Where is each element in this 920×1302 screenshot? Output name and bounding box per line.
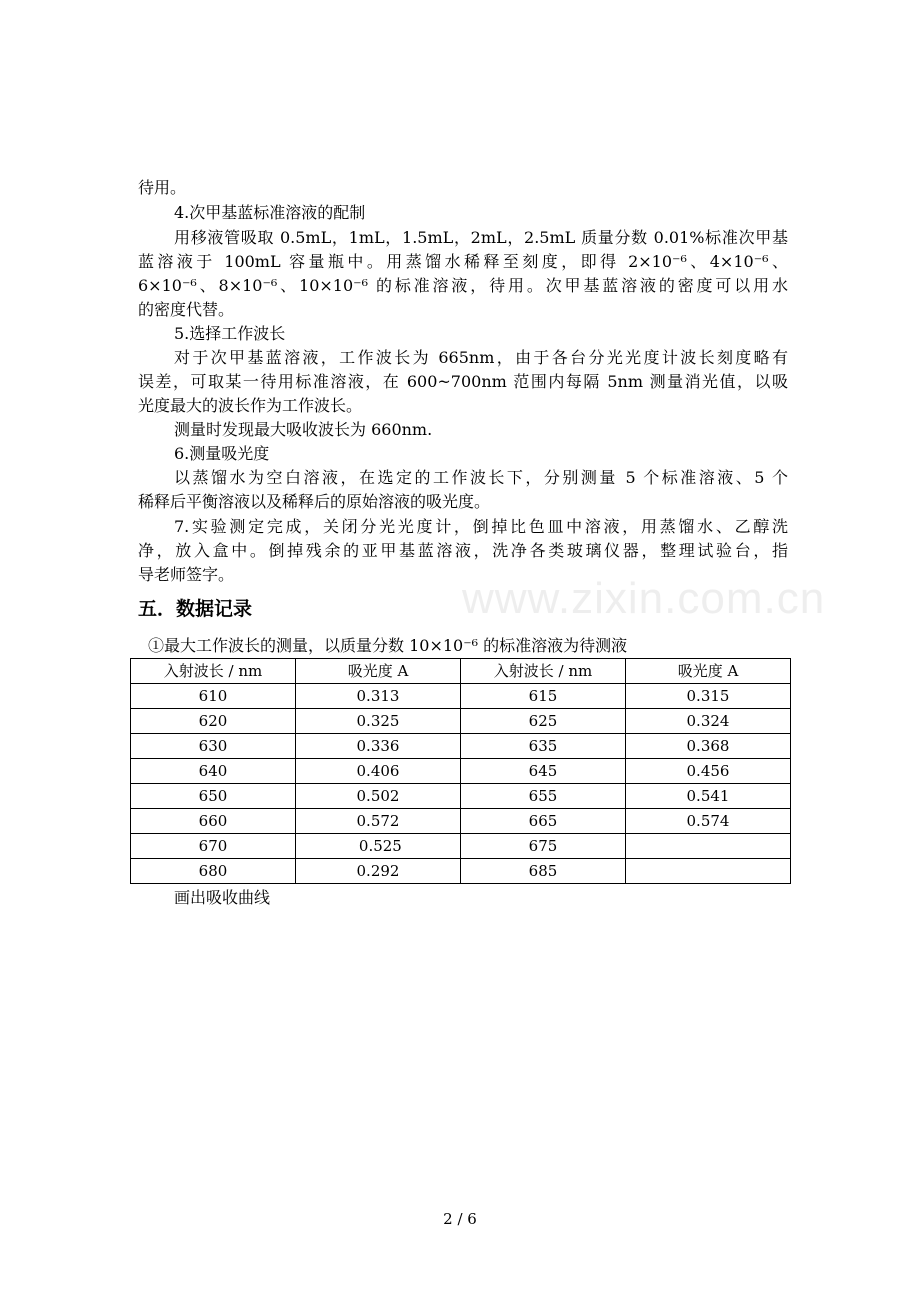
table-cell: 665 [461,809,626,834]
table-cell: 630 [131,734,296,759]
paragraph-line: 用移液管吸取 0.5mL，1mL，1.5mL，2mL，2.5mL 质量分数 0.01%标准次甲基 [174,228,788,247]
column-header: 入射波长 / nm [131,659,296,684]
table-row [131,734,791,759]
paragraph-line: 对于次甲基蓝溶液，工作波长为 665nm，由于各台分光光度计波长刻度略有 [174,348,788,367]
paragraph-line: 净，放入盒中。倒掉残余的亚甲基蓝溶液，洗净各类玻璃仪器，整理试验台，指 [138,541,788,560]
column-header: 吸光度 A [296,659,461,684]
table-header-row [131,659,791,684]
table-cell: 0.313 [296,684,461,709]
step-7-line: 7.实验测定完成，关闭分光光度计，倒掉比色皿中溶液，用蒸馏水、乙醇洗 [174,517,788,536]
paragraph-line: 的密度代替。 [138,300,235,319]
wavelength-absorbance-table [130,658,791,884]
table-cell: 0.324 [626,709,791,734]
paragraph-line: 测量时发现最大吸收波长为 660nm. [174,420,433,439]
table-cell: 0.336 [296,734,461,759]
table-cell: 0.406 [296,759,461,784]
paragraph-line: 6×10⁻⁶、8×10⁻⁶、10×10⁻⁶ 的标准溶液，待用。次甲基蓝溶液的密度可以用水 [138,276,788,295]
table-cell: 685 [461,859,626,884]
step-4-heading: 4.次甲基蓝标准溶液的配制 [174,203,366,222]
table-cell [626,859,791,884]
table-cell: 0.368 [626,734,791,759]
column-header: 入射波长 / nm [461,659,626,684]
table-cell: 620 [131,709,296,734]
paragraph-line: 误差，可取某一待用标准溶液，在 600~700nm 范围内每隔 5nm 测量消光值，以吸 [138,372,788,391]
table-row [131,684,791,709]
column-header: 吸光度 A [626,659,791,684]
table-row [131,859,791,884]
table-cell: 640 [131,759,296,784]
page-number: 2 / 6 [443,1210,477,1228]
table-cell: 645 [461,759,626,784]
table-row [131,709,791,734]
table-cell: 0.292 [296,859,461,884]
watermark: www.zixin.com.cn [462,574,826,623]
table-row [131,759,791,784]
paragraph-line: 导老师签字。 [138,565,235,584]
step-5-heading: 5.选择工作波长 [174,324,286,343]
table-cell: 680 [131,859,296,884]
table-cell: 625 [461,709,626,734]
table-cell: 635 [461,734,626,759]
table-cell: 0.572 [296,809,461,834]
table-cell: 670 [131,834,296,859]
table-cell: 0.325 [296,709,461,734]
paragraph-line: 稀释后平衡溶液以及稀释后的原始溶液的吸光度。 [138,492,491,511]
table-caption: ①最大工作波长的测量，以质量分数 10×10⁻⁶ 的标准溶液为待测液 [148,636,628,655]
table-cell [626,834,791,859]
paragraph-line: 以蒸馏水为空白溶液，在选定的工作波长下，分别测量 5 个标准溶液、5 个 [174,468,788,487]
table-row [131,834,791,859]
table-cell: 675 [461,834,626,859]
paragraph-line: 蓝溶液于 100mL 容量瓶中。用蒸馏水稀释至刻度，即得 2×10⁻⁶、4×10⁻⁶、 [138,252,788,271]
table-cell: 650 [131,784,296,809]
table-cell: 0.525 [296,834,461,859]
absorption-curve-note: 画出吸收曲线 [174,888,271,907]
paragraph-line: 待用。 [138,178,187,197]
table-cell: 0.574 [626,809,791,834]
step-6-heading: 6.测量吸光度 [174,444,270,463]
table-cell: 660 [131,809,296,834]
paragraph-line: 光度最大的波长作为工作波长。 [138,396,363,415]
table-cell: 0.541 [626,784,791,809]
table-cell: 0.502 [296,784,461,809]
table-cell: 655 [461,784,626,809]
section-title: 五．数据记录 [138,598,253,620]
table-row [131,809,791,834]
table-cell: 0.315 [626,684,791,709]
table-cell: 0.456 [626,759,791,784]
table-cell: 610 [131,684,296,709]
table-cell: 615 [461,684,626,709]
table-row [131,784,791,809]
